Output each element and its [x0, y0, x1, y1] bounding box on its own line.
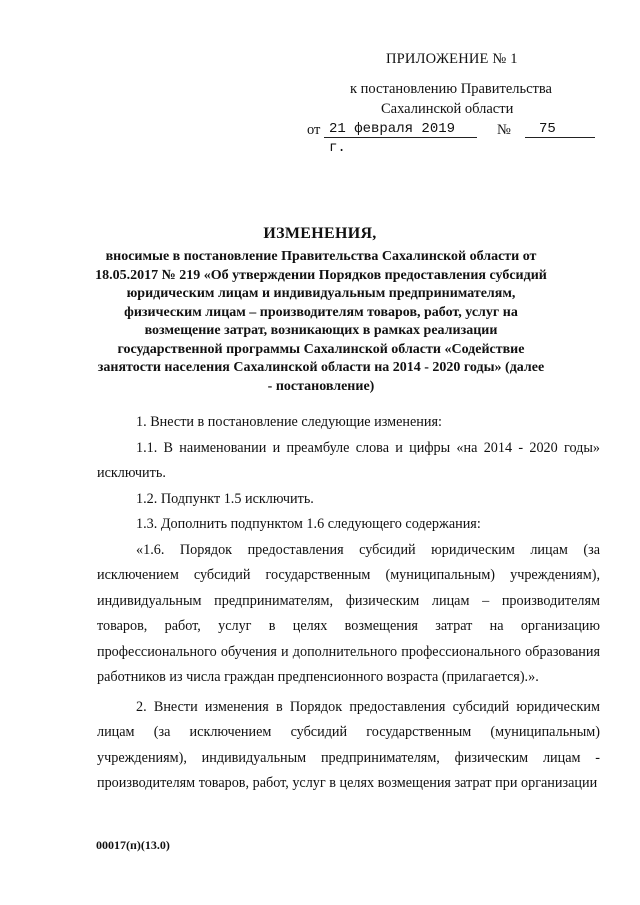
paragraph-1-3: 1.3. Дополнить подпунктом 1.6 следующего содержания:: [136, 516, 481, 532]
appendix-reference-line2: Сахалинской области: [381, 101, 514, 117]
paragraph-1-1: 1.1. В наименовании и преамбуле слова и цифры «на 2014 - 2020 годы» исключить.: [97, 439, 600, 481]
document-body: [97, 410, 600, 797]
appendix-title: ПРИЛОЖЕНИЕ № 1: [386, 51, 518, 67]
paragraph-2: 2. Внести изменения в Порядок предоставления субсидий юридическим лицам (за исключением субсидий государственным (муниципальным) учреждениям), индивидуальным предпринимателям, физическим лицам - производителям товаров, работ, услуг в целях возмещения затрат при организации: [97, 698, 600, 791]
appendix-number: 75: [525, 120, 595, 138]
document-subtitle: вносимые в постановление Правительства Сахалинской области от 18.05.2017 № 219 «Об утверждении Порядков предоставления субсидий юридическим лицам и индивидуальным предпринимателям, физическим лицам – производителям товаров, работ, услуг на возмещение затрат, возникающих в рамках реализации государственной программы Сахалинской области «Содействие занятости населения Сахалинской области на 2014 - 2020 годы» (далее - постановление): [95, 249, 547, 394]
paragraph-1-2: 1.2. Подпункт 1.5 исключить.: [136, 490, 314, 507]
appendix-number-label: №: [497, 122, 511, 138]
appendix-date: 21 февраля 2019 г.: [324, 120, 477, 138]
appendix-reference-line1: к постановлению Правительства: [350, 81, 552, 97]
paragraph-1: 1. Внести в постановление следующие изменения:: [136, 414, 442, 430]
appendix-from-label: от: [307, 122, 321, 138]
paragraph-quoted-1-6: «1.6. Порядок предоставления субсидий юридическим лицам (за исключением субсидий государственным (муниципальным) учреждениям), индивидуальным предпринимателям, физическим лицам – производителям товаров, работ, услуг в целях возмещения затрат на организацию профессионального обучения и дополнительного профессионального образования работников из числа граждан предпенсионного возраста (прилагается).».: [97, 541, 600, 685]
document-code: 00017(п)(13.0): [96, 838, 170, 852]
document-title: ИЗМЕНЕНИЯ,: [263, 225, 377, 242]
